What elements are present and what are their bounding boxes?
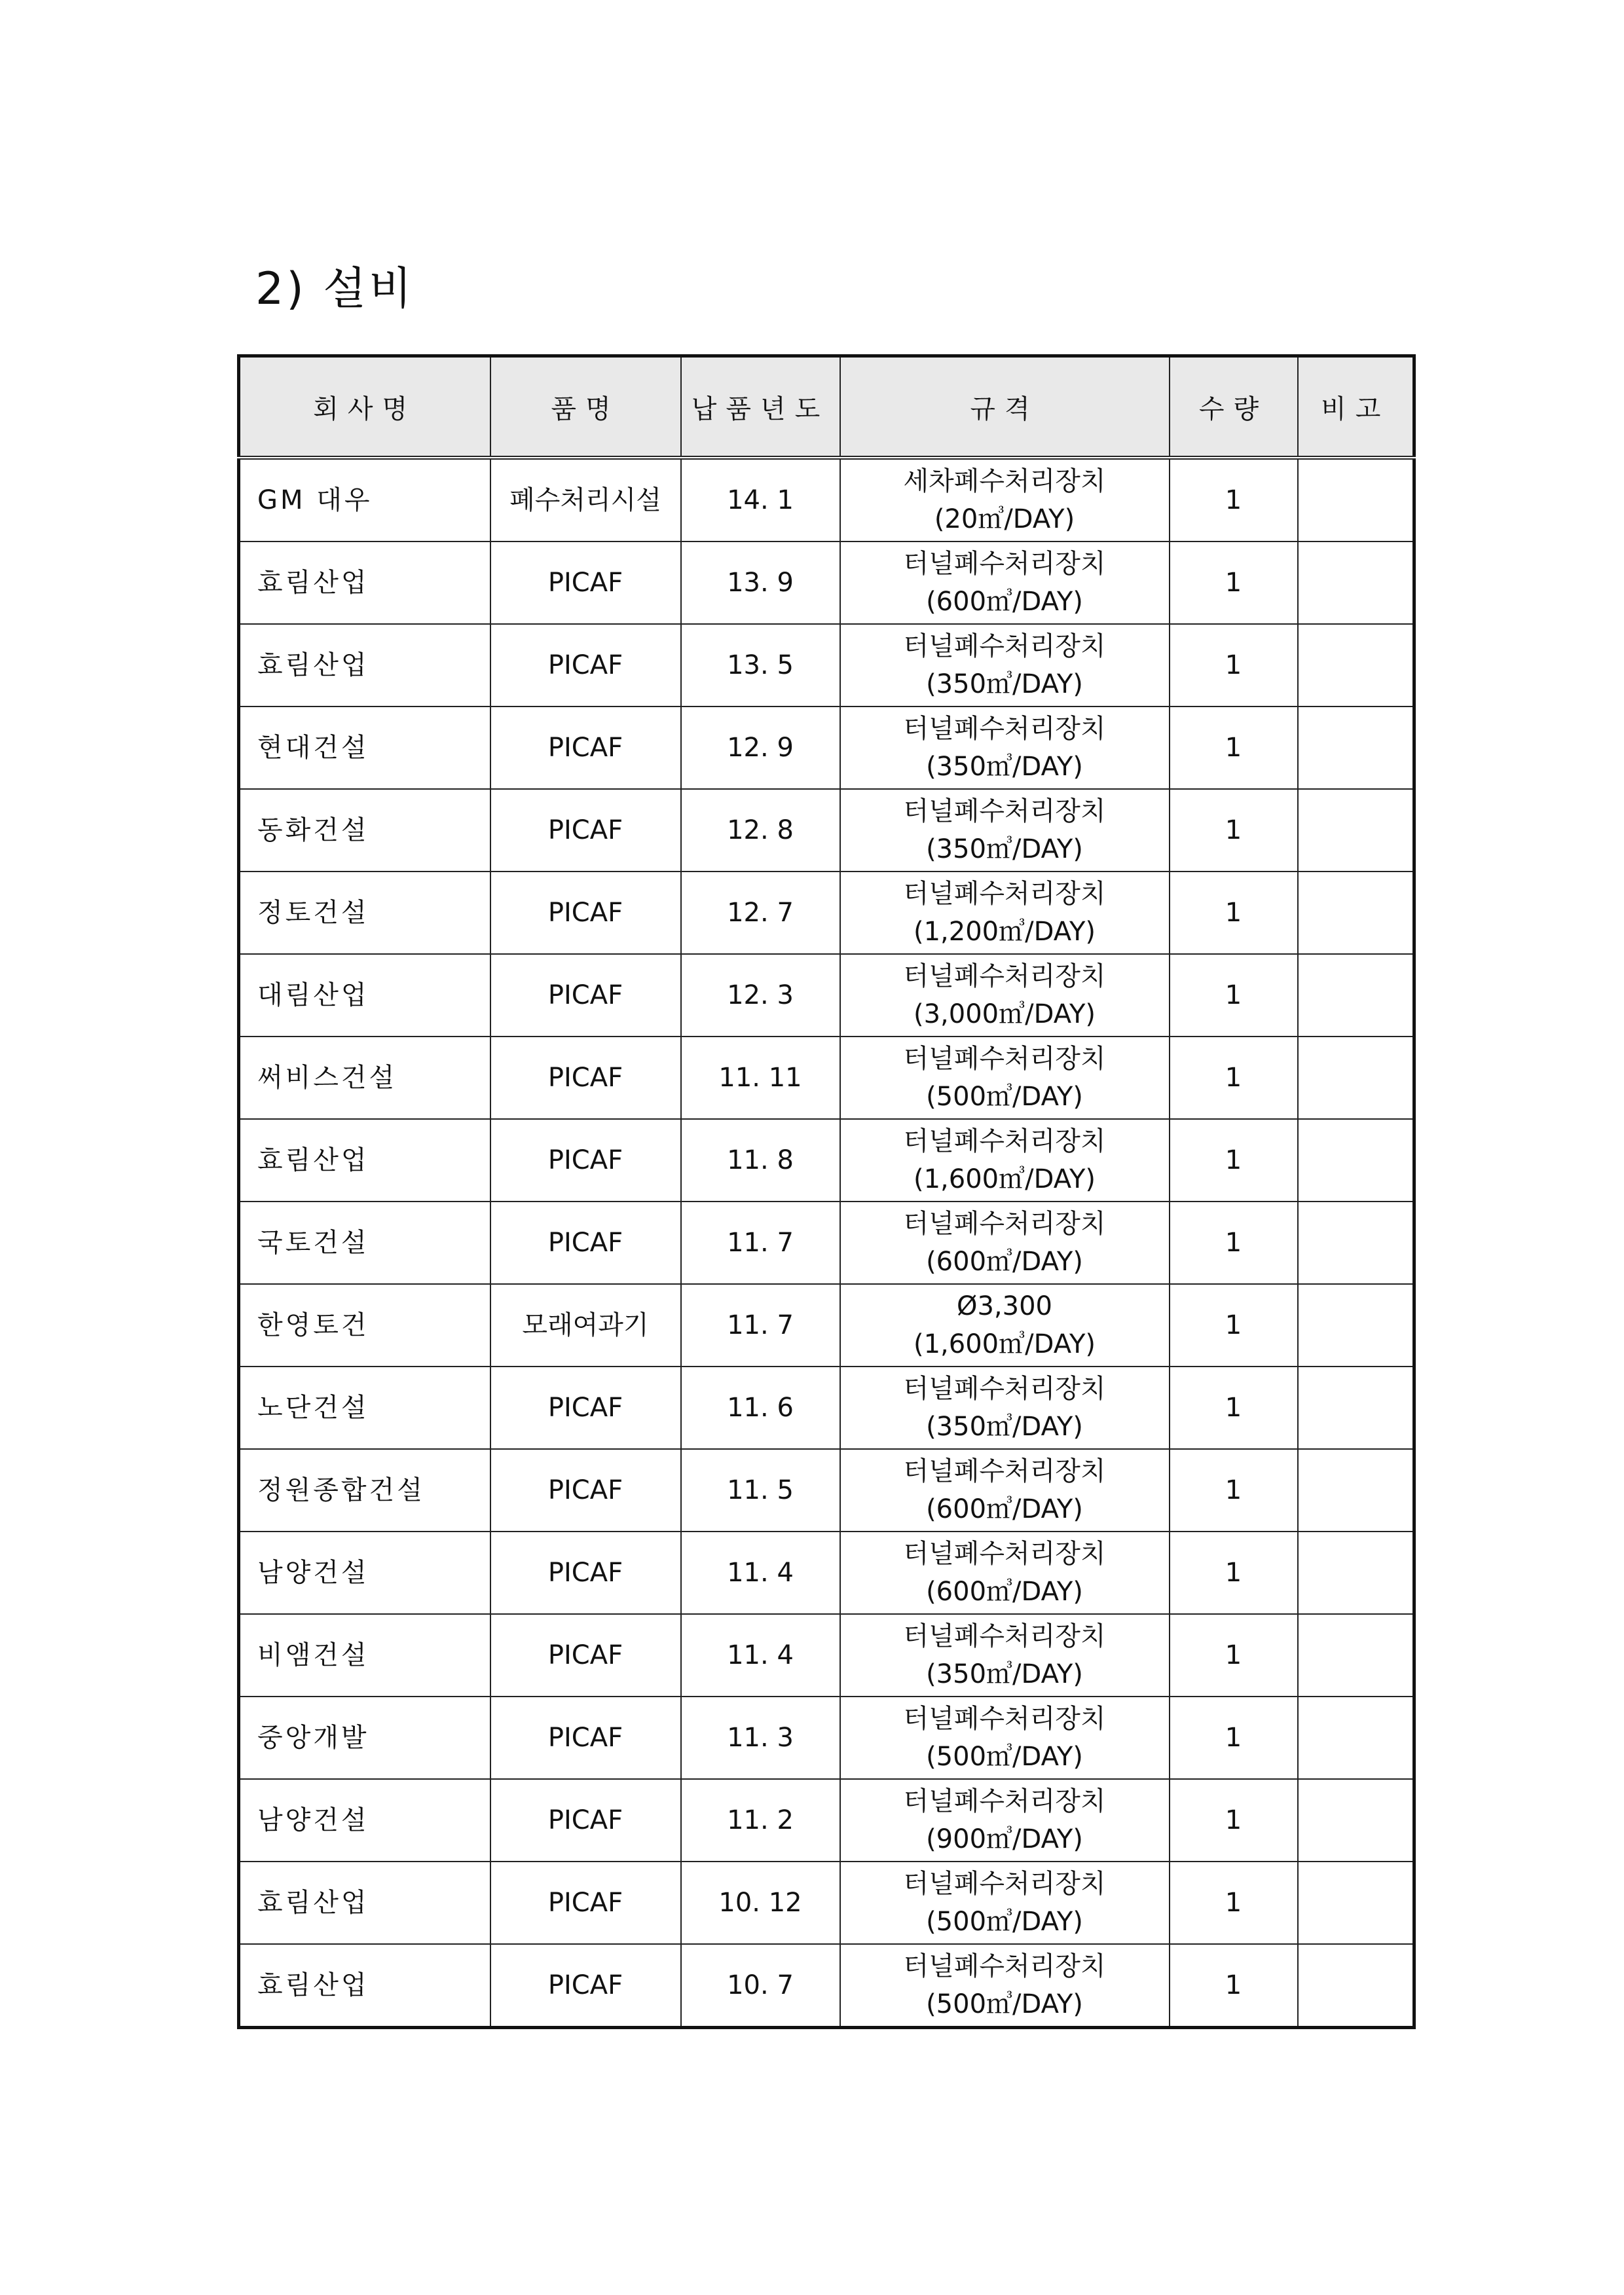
cell-spec <box>840 1284 1170 1367</box>
cell-note <box>1298 789 1414 872</box>
cell-company: 효림산업 <box>239 1944 490 2028</box>
cell-note <box>1298 1202 1414 1284</box>
cell-product: PICAF <box>490 542 681 624</box>
cell-note <box>1298 1532 1414 1614</box>
table-row <box>239 1119 1414 1202</box>
cell-company: 중앙개발 <box>239 1697 490 1779</box>
cell-quantity: 1 <box>1170 789 1298 872</box>
cell-year: 12. 9 <box>681 707 840 789</box>
cell-quantity: 1 <box>1170 872 1298 954</box>
cell-year: 11. 4 <box>681 1614 840 1697</box>
cell-spec <box>840 1119 1170 1202</box>
cell-quantity: 1 <box>1170 458 1298 542</box>
cell-company: 써비스건설 <box>239 1037 490 1119</box>
spec-line1: Ø3,300 <box>957 1291 1052 1321</box>
cell-spec <box>840 1037 1170 1119</box>
cell-year: 11. 7 <box>681 1284 840 1367</box>
cell-quantity: 1 <box>1170 1779 1298 1862</box>
spec-line1: 터널폐수처리장치 <box>903 1456 1106 1486</box>
cell-note <box>1298 1037 1414 1119</box>
table-row <box>239 624 1414 707</box>
table-row <box>239 789 1414 872</box>
cell-company: 남양건설 <box>239 1779 490 1862</box>
cell-product: PICAF <box>490 1037 681 1119</box>
section-title: 2) 설비 <box>255 263 415 315</box>
spec-line1: 터널폐수처리장치 <box>903 1209 1106 1239</box>
cell-spec <box>840 1779 1170 1862</box>
table-row <box>239 1614 1414 1697</box>
cell-product: PICAF <box>490 1697 681 1779</box>
cell-quantity: 1 <box>1170 707 1298 789</box>
cell-year: 11. 2 <box>681 1779 840 1862</box>
cell-company: 한영토건 <box>239 1284 490 1367</box>
cell-quantity: 1 <box>1170 1944 1298 2028</box>
cell-company: 대림산업 <box>239 954 490 1037</box>
cell-year: 11. 8 <box>681 1119 840 1202</box>
cell-company: 정토건설 <box>239 872 490 954</box>
header-row <box>239 356 1414 458</box>
spec-line2: (500㎥/DAY) <box>926 1742 1083 1772</box>
table-row <box>239 1862 1414 1944</box>
spec-line1: 터널폐수처리장치 <box>903 1374 1106 1404</box>
cell-spec <box>840 1202 1170 1284</box>
cell-company: 남양건설 <box>239 1532 490 1614</box>
spec-line1: 터널폐수처리장치 <box>903 631 1106 661</box>
cell-product: PICAF <box>490 1779 681 1862</box>
spec-line1: 터널폐수처리장치 <box>903 1044 1106 1074</box>
cell-product: 모래여과기 <box>490 1284 681 1367</box>
cell-company: 노단건설 <box>239 1367 490 1449</box>
cell-spec <box>840 542 1170 624</box>
cell-product: PICAF <box>490 789 681 872</box>
cell-note <box>1298 872 1414 954</box>
cell-spec <box>840 872 1170 954</box>
cell-spec <box>840 1614 1170 1697</box>
cell-quantity: 1 <box>1170 542 1298 624</box>
spec-line1: 터널폐수처리장치 <box>903 1869 1106 1899</box>
cell-spec <box>840 1449 1170 1532</box>
spec-line1: 터널폐수처리장치 <box>903 1786 1106 1816</box>
table-row <box>239 542 1414 624</box>
table-row <box>239 1779 1414 1862</box>
table-row <box>239 954 1414 1037</box>
cell-quantity: 1 <box>1170 1367 1298 1449</box>
cell-company: GM 대우 <box>239 458 490 542</box>
spec-line1: 터널폐수처리장치 <box>903 1951 1106 1981</box>
spec-line2: (350㎥/DAY) <box>926 1412 1083 1442</box>
cell-year: 12. 7 <box>681 872 840 954</box>
spec-line2: (350㎥/DAY) <box>926 669 1083 699</box>
cell-quantity: 1 <box>1170 1614 1298 1697</box>
cell-spec <box>840 458 1170 542</box>
table-row <box>239 1532 1414 1614</box>
cell-quantity: 1 <box>1170 1532 1298 1614</box>
cell-year: 14. 1 <box>681 458 840 542</box>
cell-quantity: 1 <box>1170 954 1298 1037</box>
header-spec: 규격 <box>840 356 1170 458</box>
cell-product: PICAF <box>490 1367 681 1449</box>
table-row <box>239 1944 1414 2028</box>
table-row <box>239 872 1414 954</box>
header-quantity: 수량 <box>1170 356 1298 458</box>
cell-note <box>1298 1119 1414 1202</box>
cell-product: PICAF <box>490 707 681 789</box>
spec-line2: (600㎥/DAY) <box>926 1247 1083 1277</box>
cell-product: PICAF <box>490 1202 681 1284</box>
cell-company: 효림산업 <box>239 542 490 624</box>
cell-quantity: 1 <box>1170 624 1298 707</box>
cell-company: 정원종합건설 <box>239 1449 490 1532</box>
table-row <box>239 1202 1414 1284</box>
spec-line2: (350㎥/DAY) <box>926 834 1083 864</box>
spec-line2: (900㎥/DAY) <box>926 1824 1083 1854</box>
cell-year: 12. 8 <box>681 789 840 872</box>
table-header <box>239 356 1414 458</box>
spec-line1: 터널폐수처리장치 <box>903 1621 1106 1651</box>
spec-line1: 터널폐수처리장치 <box>903 1704 1106 1734</box>
cell-year: 10. 12 <box>681 1862 840 1944</box>
spec-line1: 터널폐수처리장치 <box>903 879 1106 909</box>
cell-note <box>1298 1779 1414 1862</box>
cell-product: PICAF <box>490 1449 681 1532</box>
spec-line2: (20㎥/DAY) <box>934 504 1075 534</box>
cell-note <box>1298 1367 1414 1449</box>
table-row <box>239 1037 1414 1119</box>
cell-spec <box>840 954 1170 1037</box>
cell-year: 11. 5 <box>681 1449 840 1532</box>
spec-line1: 터널폐수처리장치 <box>903 961 1106 991</box>
cell-product: PICAF <box>490 1862 681 1944</box>
cell-company: 현대건설 <box>239 707 490 789</box>
cell-company: 효림산업 <box>239 1862 490 1944</box>
spec-line1: 터널폐수처리장치 <box>903 549 1106 579</box>
spec-line2: (600㎥/DAY) <box>926 1577 1083 1607</box>
table-row <box>239 458 1414 542</box>
spec-line2: (500㎥/DAY) <box>926 1989 1083 2019</box>
cell-quantity: 1 <box>1170 1862 1298 1944</box>
cell-note <box>1298 624 1414 707</box>
cell-year: 11. 4 <box>681 1532 840 1614</box>
cell-product: PICAF <box>490 1119 681 1202</box>
header-note: 비고 <box>1298 356 1414 458</box>
cell-quantity: 1 <box>1170 1284 1298 1367</box>
spec-line2: (600㎥/DAY) <box>926 587 1083 617</box>
cell-year: 13. 5 <box>681 624 840 707</box>
table-row <box>239 1449 1414 1532</box>
spec-line2: (500㎥/DAY) <box>926 1907 1083 1937</box>
table-body <box>239 458 1414 2028</box>
cell-quantity: 1 <box>1170 1037 1298 1119</box>
spec-line1: 터널폐수처리장치 <box>903 1539 1106 1569</box>
table-row <box>239 1367 1414 1449</box>
cell-product: PICAF <box>490 872 681 954</box>
cell-note <box>1298 542 1414 624</box>
cell-year: 13. 9 <box>681 542 840 624</box>
cell-spec <box>840 1697 1170 1779</box>
cell-quantity: 1 <box>1170 1202 1298 1284</box>
cell-note <box>1298 1449 1414 1532</box>
cell-note <box>1298 458 1414 542</box>
cell-note <box>1298 1697 1414 1779</box>
cell-note <box>1298 707 1414 789</box>
cell-company: 효림산업 <box>239 1119 490 1202</box>
cell-note <box>1298 954 1414 1037</box>
equipment-table <box>237 354 1416 2029</box>
cell-year: 11. 7 <box>681 1202 840 1284</box>
cell-spec <box>840 1862 1170 1944</box>
cell-spec <box>840 707 1170 789</box>
table-row <box>239 1697 1414 1779</box>
cell-company: 국토건설 <box>239 1202 490 1284</box>
cell-spec <box>840 1367 1170 1449</box>
spec-line1: 터널폐수처리장치 <box>903 796 1106 826</box>
spec-line2: (1,600㎥/DAY) <box>913 1164 1096 1194</box>
header-product: 품명 <box>490 356 681 458</box>
spec-line2: (1,200㎥/DAY) <box>913 917 1096 947</box>
cell-spec <box>840 624 1170 707</box>
cell-year: 10. 7 <box>681 1944 840 2028</box>
header-year: 납품년도 <box>681 356 840 458</box>
cell-product: PICAF <box>490 954 681 1037</box>
cell-product: PICAF <box>490 1944 681 2028</box>
header-company: 회사명 <box>239 356 490 458</box>
cell-spec <box>840 1532 1170 1614</box>
cell-note <box>1298 1944 1414 2028</box>
cell-quantity: 1 <box>1170 1697 1298 1779</box>
spec-line2: (500㎥/DAY) <box>926 1082 1083 1112</box>
cell-year: 11. 3 <box>681 1697 840 1779</box>
spec-line1: 터널폐수처리장치 <box>903 714 1106 744</box>
spec-line1: 세차폐수처리장치 <box>903 466 1106 496</box>
spec-line2: (350㎥/DAY) <box>926 752 1083 782</box>
cell-company: 동화건설 <box>239 789 490 872</box>
cell-year: 11. 6 <box>681 1367 840 1449</box>
cell-product: PICAF <box>490 1532 681 1614</box>
cell-product: PICAF <box>490 1614 681 1697</box>
cell-year: 11. 11 <box>681 1037 840 1119</box>
cell-spec <box>840 1944 1170 2028</box>
table-row <box>239 1284 1414 1367</box>
cell-company: 효림산업 <box>239 624 490 707</box>
cell-company: 비앰건설 <box>239 1614 490 1697</box>
cell-note <box>1298 1614 1414 1697</box>
spec-line2: (600㎥/DAY) <box>926 1494 1083 1524</box>
cell-note <box>1298 1284 1414 1367</box>
cell-note <box>1298 1862 1414 1944</box>
table-row <box>239 707 1414 789</box>
cell-quantity: 1 <box>1170 1119 1298 1202</box>
spec-line2: (3,000㎥/DAY) <box>913 999 1096 1029</box>
cell-year: 12. 3 <box>681 954 840 1037</box>
cell-spec <box>840 789 1170 872</box>
cell-product: PICAF <box>490 624 681 707</box>
cell-quantity: 1 <box>1170 1449 1298 1532</box>
spec-line2: (1,600㎥/DAY) <box>913 1329 1096 1359</box>
spec-line2: (350㎥/DAY) <box>926 1659 1083 1689</box>
cell-product: 폐수처리시설 <box>490 458 681 542</box>
spec-line1: 터널폐수처리장치 <box>903 1126 1106 1156</box>
